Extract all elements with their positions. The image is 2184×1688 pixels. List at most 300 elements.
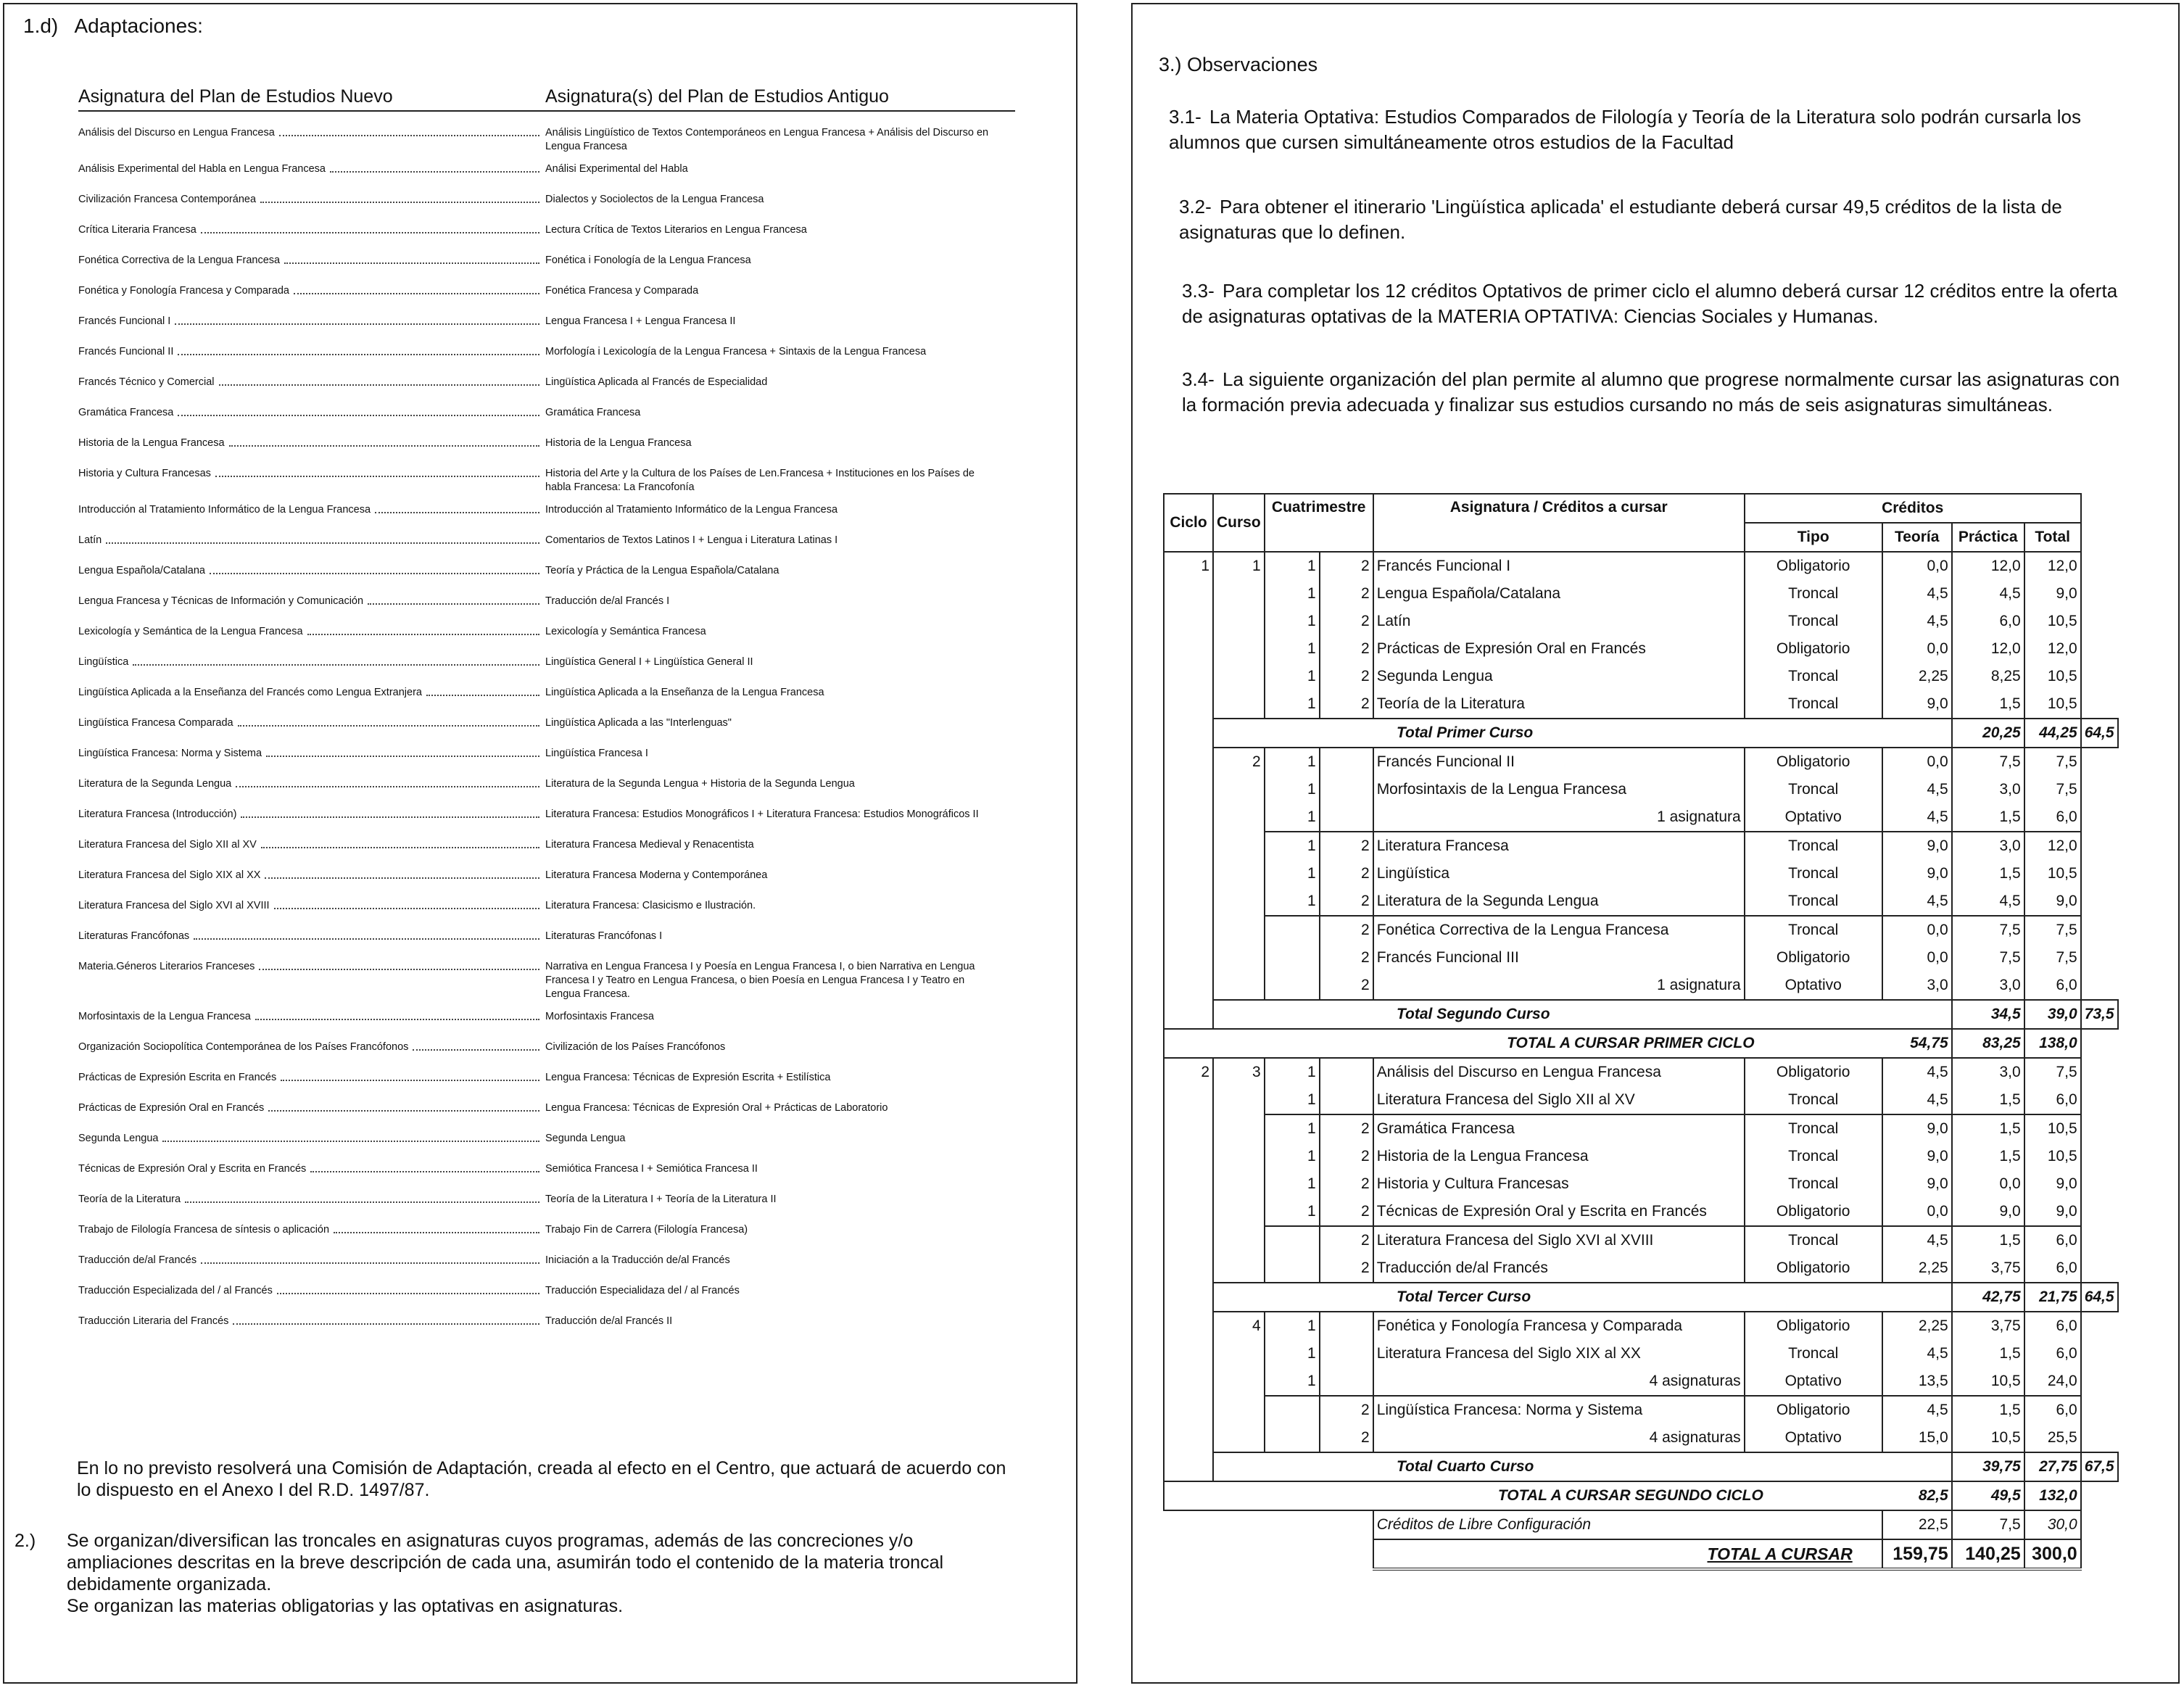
antiguo-subject: Lingüística Francesa I: [545, 748, 648, 759]
header-tipo: Tipo: [1745, 523, 1882, 552]
nuevo-subject: Historia de la Lengua Francesa: [78, 437, 225, 449]
adaptation-nuevo-cell: [78, 284, 545, 306]
nuevo-subject: Análisis del Discurso en Lengua Francesa: [78, 127, 275, 138]
dot-leader: [266, 747, 539, 757]
cell-cuatrimestre-1: [1265, 1254, 1320, 1283]
curso-total-row: [1164, 1283, 2118, 1312]
cell-practica: 83,25: [1952, 1029, 2024, 1058]
cell-asignatura: Fonética Correctiva de la Lengua Francesa: [1373, 916, 1745, 944]
cell-ciclo: [1164, 748, 1213, 776]
cell-total: 10,5: [2024, 663, 2081, 690]
adaptation-row: [78, 1071, 1015, 1093]
dot-leader: [201, 223, 539, 233]
adaptation-nuevo-cell: [78, 1132, 545, 1154]
antiguo-subject: Literatura Francesa: Estudios Monográficos I + Literatura Francesa: Estudios Monográficos II: [545, 808, 979, 820]
cell-curso: [1213, 803, 1265, 832]
cell-tipo: Optativo: [1745, 803, 1882, 832]
table-row: [1164, 972, 2118, 1000]
cell-total: 6,0: [2024, 1226, 2081, 1254]
cell-asignatura: Lingüística: [1373, 860, 1745, 888]
antiguo-subject: Lingüística General I + Lingüística General II: [545, 656, 753, 668]
dot-leader: [194, 930, 539, 940]
table-header-row-1: [1164, 494, 2118, 523]
cell-curso: [1213, 1198, 1265, 1226]
cell-cuatrimestre-2: [1320, 776, 1373, 803]
dot-leader: [210, 564, 539, 574]
cell-teoria: 0,0: [1882, 944, 1952, 972]
cell-total: 9,0: [2024, 888, 2081, 916]
nuevo-subject: Lingüística Aplicada a la Enseñanza del Francés como Lengua Extranjera: [78, 687, 422, 698]
cell-curso: [1213, 1226, 1265, 1254]
header-curso: Curso: [1213, 494, 1265, 552]
adaptation-nuevo-cell: [78, 930, 545, 951]
table-row: [1164, 832, 2118, 860]
cell-ciclo: [1164, 1340, 1213, 1368]
cell-practica: 140,25: [1952, 1539, 2024, 1569]
cell-total: 9,0: [2024, 1170, 2081, 1198]
cell-cuatrimestre-2: 2: [1320, 832, 1373, 860]
nuevo-subject: Traducción de/al Francés: [78, 1254, 197, 1266]
cell-total: 73,5: [2081, 1000, 2118, 1029]
nuevo-subject: Técnicas de Expresión Oral y Escrita en Francés: [78, 1163, 307, 1175]
adaptation-row: [78, 960, 1015, 1001]
cell-practica: 3,75: [1952, 1254, 2024, 1283]
dot-leader: [368, 595, 539, 605]
cell-ciclo: [1164, 1143, 1213, 1170]
libre-configuracion-row: [1164, 1510, 2118, 1539]
table-row: [1164, 1254, 2118, 1283]
table-row: [1164, 916, 2118, 944]
cell-practica: 1,5: [1952, 1226, 2024, 1254]
cell-ciclo: [1164, 1396, 1213, 1424]
cell-ciclo: [1164, 1254, 1213, 1283]
observation-text-content: Para completar los 12 créditos Optativos de primer ciclo el alumno deberá cursar 12 créditos entre la oferta de asignaturas optativas de la MATERIA OPTATIVA: Ciencias Sociales y Humanas.: [1182, 280, 2118, 327]
adaptation-nuevo-cell: [78, 747, 545, 769]
nuevo-subject: Literatura Francesa del Siglo XIX al XX: [78, 869, 261, 881]
cell-tipo: Obligatorio: [1745, 1254, 1882, 1283]
dot-leader: [215, 467, 539, 477]
cell-teoria: 4,5: [1882, 1086, 1952, 1114]
cell-teoria: 82,5: [1882, 1481, 1952, 1510]
cell-asignatura: Historia y Cultura Francesas: [1373, 1170, 1745, 1198]
cell-asignatura: Traducción de/al Francés: [1373, 1254, 1745, 1283]
nuevo-subject: Prácticas de Expresión Oral en Francés: [78, 1102, 265, 1114]
cell-teoria: 9,0: [1882, 690, 1952, 719]
section-1d-title: [23, 15, 203, 38]
cell-cuatrimestre-2: 2: [1361, 668, 1370, 684]
adaptation-nuevo-cell: [78, 808, 545, 829]
cell-asignatura: Teoría de la Literatura: [1373, 690, 1745, 719]
total-label: Total Primer Curso: [1213, 719, 1882, 748]
cell-ciclo: [1164, 916, 1213, 944]
cell-practica: 1,5: [1952, 1340, 2024, 1368]
table-row: [1164, 635, 2118, 663]
antiguo-subject: Morfología i Lexicología de la Lengua Francesa + Sintaxis de la Lengua Francesa: [545, 346, 927, 357]
adaptation-nuevo-cell: [78, 1071, 545, 1093]
adaptation-nuevo-cell: [78, 1315, 545, 1336]
table-row: [1164, 663, 2118, 690]
cell-cuatrimestre-2: 2: [1320, 1226, 1373, 1254]
cell-asignatura: 4 asignaturas: [1373, 1424, 1745, 1452]
antiguo-subject: Literaturas Francófonas I: [545, 930, 663, 942]
antiguo-subject: Análisis Lingüístico de Textos Contemporáneos en Lengua Francesa + Análisis del Discurso en Lengua Francesa: [545, 127, 989, 152]
dot-leader: [307, 625, 539, 635]
adaptation-nuevo-cell: [78, 1101, 545, 1123]
cell-ciclo: [1164, 635, 1213, 663]
cell-tipo-empty: [1882, 1000, 1952, 1029]
adaptation-nuevo-cell: [78, 960, 545, 1001]
cell-ciclo: [1164, 1226, 1213, 1254]
cell-asignatura: 4 asignaturas: [1373, 1368, 1745, 1396]
cell-cuatrimestre-1: 1: [1265, 776, 1320, 803]
cell-asignatura: Prácticas de Expresión Oral en Francés: [1373, 635, 1745, 663]
cell-ciclo: [1164, 608, 1213, 635]
antiguo-subject: Historia de la Lengua Francesa: [545, 437, 692, 449]
antiguo-subject: Morfosintaxis Francesa: [545, 1011, 654, 1022]
antiguo-subject: Lexicología y Semántica Francesa: [545, 626, 706, 637]
antiguo-subject: Segunda Lengua: [545, 1133, 626, 1144]
cell-cuatrimestre-2: 2: [1320, 552, 1373, 580]
antiguo-subject: Lingüística Aplicada a las "Interlenguas": [545, 717, 732, 729]
cell-total: 300,0: [2024, 1539, 2081, 1569]
nuevo-subject: Traducción Especializada del / al Francés: [78, 1285, 273, 1296]
antiguo-subject: Lengua Francesa: Técnicas de Expresión Escrita + Estilística: [545, 1072, 831, 1083]
antiguo-subject: Trabajo Fin de Carrera (Filología Francesa): [545, 1224, 748, 1236]
dot-leader: [162, 1132, 539, 1142]
cell-tipo: Troncal: [1745, 580, 1882, 608]
cell-cuatrimestre-1: [1265, 916, 1320, 944]
cell-practica: 3,0: [1952, 1058, 2024, 1086]
adaptation-row: [78, 254, 1015, 276]
dot-leader: [268, 1101, 539, 1112]
adaptation-row: [78, 406, 1015, 428]
nuevo-subject: Materia.Géneros Literarios Franceses: [78, 961, 255, 972]
table-row: [1164, 776, 2118, 803]
cell-curso: [1213, 580, 1265, 608]
nuevo-subject: Morfosintaxis de la Lengua Francesa: [78, 1011, 251, 1022]
section-2-paragraph-2: Se organizan las materias obligatorias y las optativas en asignaturas.: [67, 1596, 624, 1616]
adaptation-row: [78, 564, 1015, 586]
grand-total-label: TOTAL A CURSAR: [1373, 1539, 1882, 1569]
adaptation-row: [78, 1132, 1015, 1154]
nuevo-subject: Fonética Correctiva de la Lengua Francesa: [78, 255, 281, 266]
observation-text: [1169, 104, 2133, 155]
cell-total: 6,0: [2024, 972, 2081, 1000]
table-row: [1164, 1058, 2118, 1086]
cell-total: 12,0: [2024, 552, 2081, 580]
cell-practica: 1,5: [1952, 1086, 2024, 1114]
nuevo-subject: Crítica Literaria Francesa: [78, 224, 197, 236]
comision-paragraph: En lo no previsto resolverá una Comisión de Adaptación, creada al efecto en el Centro, que actuará de acuerdo con lo dispuesto en el Anexo I del R.D. 1497/87.: [77, 1458, 1006, 1500]
cell-practica: 4,5: [1952, 580, 2024, 608]
libre-label: Créditos de Libre Configuración: [1373, 1510, 1882, 1539]
observation-number: 3.2-: [1179, 196, 1212, 218]
cell-curso: [1213, 888, 1265, 916]
nuevo-subject: Lingüística: [78, 656, 129, 668]
cell-total: 67,5: [2081, 1452, 2118, 1481]
cell-teoria: 4,5: [1882, 580, 1952, 608]
dot-leader: [294, 284, 539, 294]
cell-curso: [1213, 690, 1265, 719]
adaptation-row: [78, 126, 1015, 154]
dot-leader: [201, 1254, 539, 1264]
cell-cuatrimestre-1: 1: [1265, 1368, 1320, 1396]
adaptation-nuevo-cell: [78, 1162, 545, 1184]
observation-text: [1182, 367, 2139, 418]
cell-total: 9,0: [2024, 1198, 2081, 1226]
cell-tipo-empty: [1882, 1452, 1952, 1481]
cell-cuatrimestre-2: 2: [1361, 949, 1370, 966]
cell-total: 6,0: [2024, 803, 2081, 832]
cell-teoria: 22,5: [1882, 1510, 1952, 1539]
cell-tipo-empty: [1882, 1283, 1952, 1312]
cell-asignatura: Historia de la Lengua Francesa: [1373, 1143, 1745, 1170]
antiguo-subject: Comentarios de Textos Latinos I + Lengua i Literatura Latinas I: [545, 534, 838, 546]
cell-total: 7,5: [2024, 1058, 2081, 1086]
cell-cuatrimestre-1: 1: [1265, 690, 1320, 719]
adaptation-row: [78, 808, 1015, 829]
cell-tipo: Troncal: [1745, 1170, 1882, 1198]
header-teoria: Teoría: [1882, 523, 1952, 552]
cell-total: 30,0: [2024, 1510, 2081, 1539]
cell-cuatrimestre-1: 1: [1265, 1198, 1320, 1226]
cell-curso: [1213, 1368, 1265, 1396]
antiguo-subject: Literatura Francesa: Clasicismo e Ilustración.: [545, 900, 756, 911]
cell-tipo: Obligatorio: [1745, 1058, 1882, 1086]
cell-tipo: Optativo: [1745, 1424, 1882, 1452]
cell-curso: [1213, 944, 1265, 972]
cell-practica: 3,0: [1952, 776, 2024, 803]
cell-tipo: Obligatorio: [1745, 1312, 1882, 1340]
cell-cuatrimestre-1: 1: [1265, 1340, 1320, 1368]
table-row: [1164, 608, 2118, 635]
cell-practica: 39,0: [2024, 1000, 2081, 1029]
cell-tipo: Optativo: [1745, 972, 1882, 1000]
cell-teoria: 3,0: [1882, 972, 1952, 1000]
cell-cuatrimestre-2: 2: [1320, 1396, 1373, 1424]
table-row: [1164, 1226, 2118, 1254]
adaptation-nuevo-cell: [78, 655, 545, 677]
cell-practica: 44,25: [2024, 719, 2081, 748]
antiguo-subject: Traducción de/al Francés I: [545, 595, 670, 607]
cell-practica: 1,5: [1952, 1396, 2024, 1424]
header-asignatura: Asignatura / Créditos a cursar: [1373, 494, 1745, 552]
right-page: [1131, 3, 2180, 1684]
cell-cuatrimestre-2: 2: [1320, 1114, 1373, 1143]
cell-tipo: Troncal: [1745, 1226, 1882, 1254]
adaptation-nuevo-cell: [78, 534, 545, 555]
cell-total: 6,0: [2024, 1254, 2081, 1283]
observation-text-content: La siguiente organización del plan permite al alumno que progrese normalmente cursar las asignaturas con la formación previa adecuada y finalizar sus estudios cursando no más de seis asignaturas simultáneas.: [1182, 368, 2120, 415]
cell-total: 64,5: [2081, 1283, 2118, 1312]
cell-practica: 49,5: [1952, 1481, 2024, 1510]
adaptation-row: [78, 1315, 1015, 1336]
cell-tipo: Troncal: [1745, 1143, 1882, 1170]
adaptation-nuevo-cell: [78, 345, 545, 367]
cell-tipo: Troncal: [1745, 832, 1882, 860]
cell-teoria: 2,25: [1882, 1254, 1952, 1283]
cell-practica: 8,25: [1952, 663, 2024, 690]
nuevo-subject: Teoría de la Literatura: [78, 1193, 181, 1205]
cell-asignatura: Francés Funcional II: [1373, 748, 1745, 776]
cell-curso: [1213, 1114, 1265, 1143]
adaptation-row: [78, 193, 1015, 215]
cell-cuatrimestre-1: 1: [1265, 1143, 1320, 1170]
cell-teoria: 4,5: [1882, 776, 1952, 803]
table-row: [1164, 1312, 2118, 1340]
cell-cuatrimestre-2: [1320, 803, 1373, 832]
cell-total: 24,0: [2024, 1368, 2081, 1396]
adaptation-row: [78, 625, 1015, 647]
cell-ciclo: [1164, 1170, 1213, 1198]
cell-curso: [1213, 1424, 1265, 1452]
cell-curso: [1213, 1170, 1265, 1198]
ciclo-total-row: [1164, 1481, 2118, 1510]
nuevo-subject: Prácticas de Expresión Escrita en Francés: [78, 1072, 277, 1083]
antiguo-subject: Gramática Francesa: [545, 407, 641, 418]
cell-tipo: Troncal: [1745, 663, 1882, 690]
cell-curso: [1213, 916, 1265, 944]
cell-practica: 12,0: [1952, 552, 2024, 580]
cell-practica: 12,0: [1952, 635, 2024, 663]
antiguo-subject: Lingüística Aplicada a la Enseñanza de la Lengua Francesa: [545, 687, 824, 698]
cell-teoria: 0,0: [1882, 1198, 1952, 1226]
cell-cuatrimestre-1: 1: [1265, 608, 1320, 635]
adaptation-nuevo-cell: [78, 315, 545, 336]
cell-curso: 4: [1213, 1312, 1265, 1340]
cell-asignatura: Francés Funcional I: [1373, 552, 1745, 580]
dot-leader: [241, 808, 539, 818]
cell-teoria: 0,0: [1882, 635, 1952, 663]
dot-leader: [259, 960, 539, 970]
adaptation-nuevo-cell: [78, 254, 545, 276]
adaptation-nuevo-cell: [78, 1254, 545, 1275]
cell-teoria: 9,0: [1882, 1170, 1952, 1198]
dot-leader: [260, 193, 539, 203]
cell-cuatrimestre-2: [1320, 1368, 1373, 1396]
cell-cuatrimestre-2: 2: [1361, 1175, 1370, 1192]
antiguo-subject: Semiótica Francesa I + Semiótica Francesa II: [545, 1163, 758, 1175]
cell-total: 12,0: [2024, 832, 2081, 860]
adaptation-nuevo-cell: [78, 1284, 545, 1306]
dot-leader: [330, 162, 539, 173]
nuevo-subject: Literatura Francesa del Siglo XII al XV: [78, 839, 257, 851]
cell-ciclo: 2: [1164, 1058, 1213, 1086]
cell-asignatura: Literatura Francesa: [1373, 832, 1745, 860]
adaptation-nuevo-cell: [78, 1223, 545, 1245]
table-row: [1164, 690, 2118, 719]
adaptation-nuevo-cell: [78, 838, 545, 860]
total-label: Total Tercer Curso: [1213, 1283, 1882, 1312]
cell-asignatura: Lingüística Francesa: Norma y Sistema: [1373, 1396, 1745, 1424]
cell-curso: [1213, 1086, 1265, 1114]
antiguo-subject: Historia del Arte y la Cultura de los Países de Len.Francesa + Instituciones en los Países de habla Francesa: La Francofonía: [545, 468, 975, 493]
adaptation-nuevo-cell: [78, 777, 545, 799]
cell-total: 10,5: [2024, 1143, 2081, 1170]
header-ciclo: Ciclo: [1164, 494, 1213, 552]
cell-cuatrimestre-2: 2: [1361, 695, 1370, 712]
cell-cuatrimestre-1: 1: [1265, 663, 1320, 690]
cell-ciclo: [1164, 1086, 1213, 1114]
observation-number: 3.4-: [1182, 368, 1215, 390]
cell-practica: 1,5: [1952, 1143, 2024, 1170]
cell-teoria: 4,5: [1882, 1058, 1952, 1086]
nuevo-subject: Literatura Francesa (Introducción): [78, 808, 237, 820]
dot-leader: [375, 503, 539, 513]
cell-teoria: 54,75: [1882, 1029, 1952, 1058]
adaptation-row: [78, 686, 1015, 708]
adaptation-nuevo-cell: [78, 223, 545, 245]
cell-curso: [1213, 663, 1265, 690]
adaptation-row: [78, 869, 1015, 890]
cell-cuatrimestre-1: [1265, 1396, 1320, 1424]
cell-ciclo: [1164, 860, 1213, 888]
cell-teoria: 4,5: [1882, 1226, 1952, 1254]
cell-tipo-empty: [1882, 719, 1952, 748]
antiguo-subject: Teoría y Práctica de la Lengua Española/Catalana: [545, 565, 779, 576]
antiguo-subject: Fonética i Fonología de la Lengua Francesa: [545, 255, 751, 266]
cell-teoria: 4,5: [1882, 608, 1952, 635]
antiguo-subject: Literatura de la Segunda Lengua + Historia de la Segunda Lengua: [545, 778, 855, 790]
adaptation-nuevo-cell: [78, 437, 545, 458]
table-row: [1164, 580, 2118, 608]
cell-teoria: 2,25: [1882, 663, 1952, 690]
cell-practica: 1,5: [1952, 803, 2024, 832]
cell-curso: [1213, 608, 1265, 635]
antiguo-subject: Traducción de/al Francés II: [545, 1315, 673, 1327]
cell-teoria: 34,5: [1952, 1000, 2024, 1029]
dot-leader: [284, 254, 539, 264]
adaptation-row: [78, 534, 1015, 555]
cell-practica: 7,5: [1952, 916, 2024, 944]
nuevo-subject: Análisis Experimental del Habla en Lengua Francesa: [78, 163, 326, 175]
nuevo-subject: Latín: [78, 534, 102, 546]
antiguo-subject: Lingüística Aplicada al Francés de Especialidad: [545, 376, 768, 388]
cell-teoria: 9,0: [1882, 1114, 1952, 1143]
dot-leader: [178, 406, 539, 416]
cell-cuatrimestre-2: 2: [1361, 893, 1370, 909]
cell-practica: 21,75: [2024, 1283, 2081, 1312]
cell-teoria: 0,0: [1882, 748, 1952, 776]
cell-total: 10,5: [2024, 608, 2081, 635]
cell-ciclo: [1164, 690, 1213, 719]
adaptation-nuevo-cell: [78, 1040, 545, 1062]
adaptation-row: [78, 467, 1015, 495]
cell-total: 7,5: [2024, 944, 2081, 972]
cell-teoria: 20,25: [1952, 719, 2024, 748]
dot-leader: [279, 126, 539, 136]
nuevo-subject: Literatura Francesa del Siglo XVI al XVIII: [78, 900, 270, 911]
nuevo-subject: Trabajo de Filología Francesa de síntesis o aplicación: [78, 1224, 330, 1236]
table-row: [1164, 1086, 2118, 1114]
blank: [1164, 1539, 1373, 1569]
dot-leader: [413, 1040, 539, 1051]
cell-ciclo: [1164, 580, 1213, 608]
adaptation-table-header: [78, 83, 1015, 112]
cell-cuatrimestre-2: 2: [1361, 1259, 1370, 1276]
ciclo-total-row: [1164, 1029, 2118, 1058]
adaptation-nuevo-cell: [78, 716, 545, 738]
header-creditos: Créditos: [1745, 494, 2081, 523]
cell-tipo: Troncal: [1745, 608, 1882, 635]
adaptation-nuevo-cell: [78, 1010, 545, 1032]
cell-ciclo: [1164, 803, 1213, 832]
observation-text: [1182, 278, 2143, 329]
cell-teoria: 9,0: [1882, 860, 1952, 888]
cell-ciclo: [1164, 663, 1213, 690]
dot-leader: [133, 655, 539, 666]
cell-curso: [1213, 1340, 1265, 1368]
